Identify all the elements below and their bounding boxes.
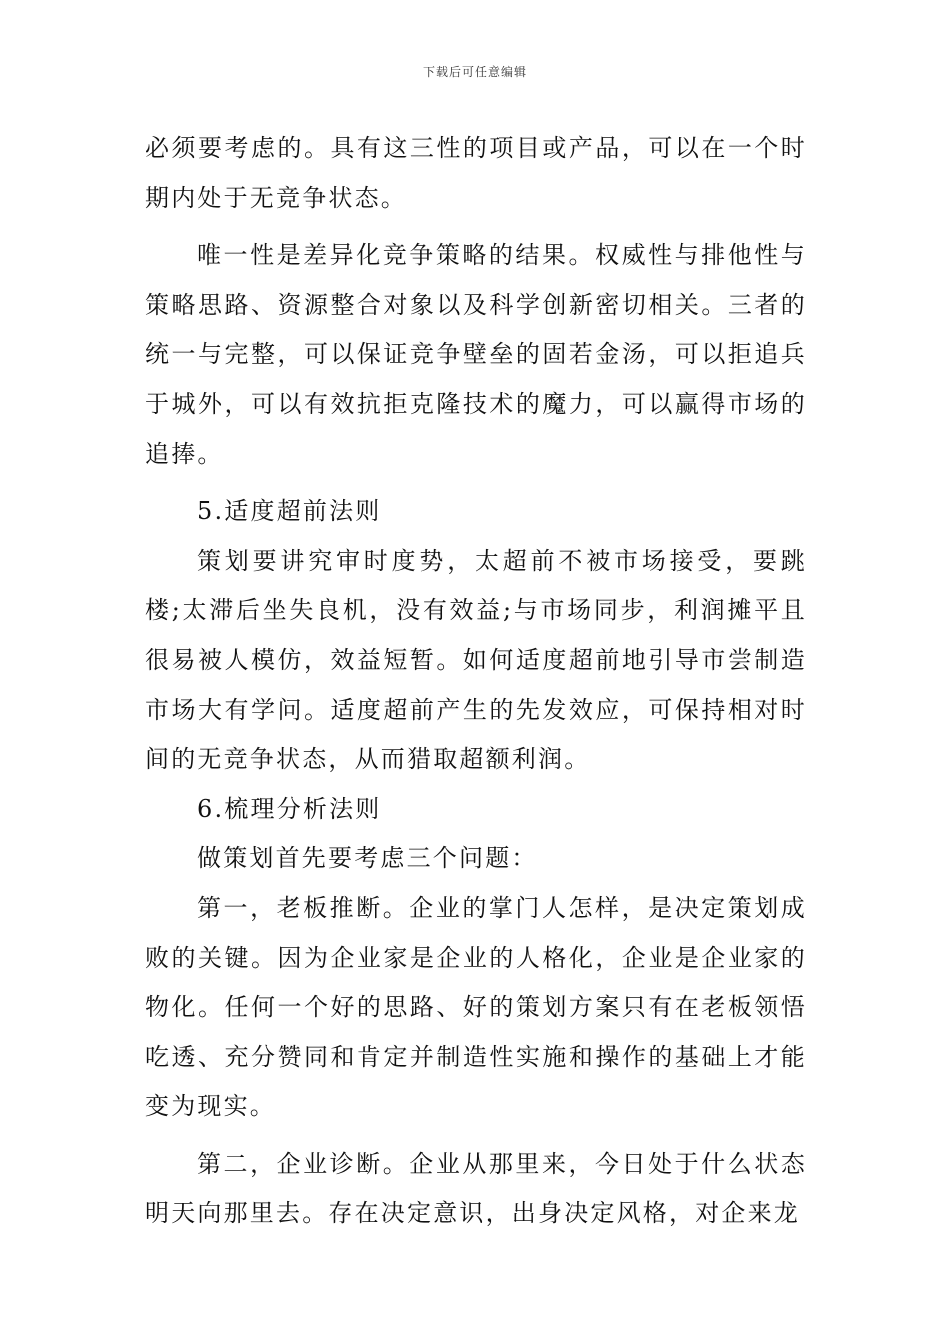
paragraph-moderate-advance: 策划要讲究审时度势，太超前不被市场接受，要跳楼;太滞后坐失良机，没有效益;与市场同步，利润摊平且很易被人模仿，效益短暂。如何适度超前地引导市尝制造市场大有学问。适度超前产生的先发效应，可保持相对时间的无竞争状态，从而猎取超额利润。 bbox=[145, 546, 807, 774]
paragraph-uniqueness: 唯一性是差异化竞争策略的结果。权威性与排他性与策略思路、资源整合对象以及科学创新密切相关。三者的统一与完整，可以保证竞争壁垒的固若金汤，可以拒追兵于城外，可以有效抗拒克隆技术的魔力，可以赢得市场的追捧。 bbox=[145, 241, 807, 468]
paragraph-continuation: 必须要考虑的。具有这三性的项目或产品，可以在一个时期内处于无竞争状态。 bbox=[145, 134, 807, 212]
document-body bbox=[145, 124, 807, 1239]
paragraph-three-questions: 做策划首先要考虑三个问题： bbox=[197, 844, 538, 873]
section-heading-5: 5.适度超前法则 bbox=[197, 497, 382, 526]
page-header: 下载后可任意编辑 bbox=[422, 65, 527, 79]
section-heading-6: 6.梳理分析法则 bbox=[197, 794, 382, 823]
paragraph-boss-judgment: 第一，老板推断。企业的掌门人怎样，是决定策划成败的关键。因为企业家是企业的人格化，企业是企业家的物化。任何一个好的思路、好的策划方案只有在老板领悟吃透、充分赞同和肯定并制造性实施和操作的基础上才能变为现实。 bbox=[145, 893, 807, 1121]
paragraph-enterprise-diagnosis: 第二，企业诊断。企业从那里来，今日处于什么状态明天向那里去。存在决定意识，出身决定风格，对企来龙 bbox=[145, 1149, 807, 1228]
